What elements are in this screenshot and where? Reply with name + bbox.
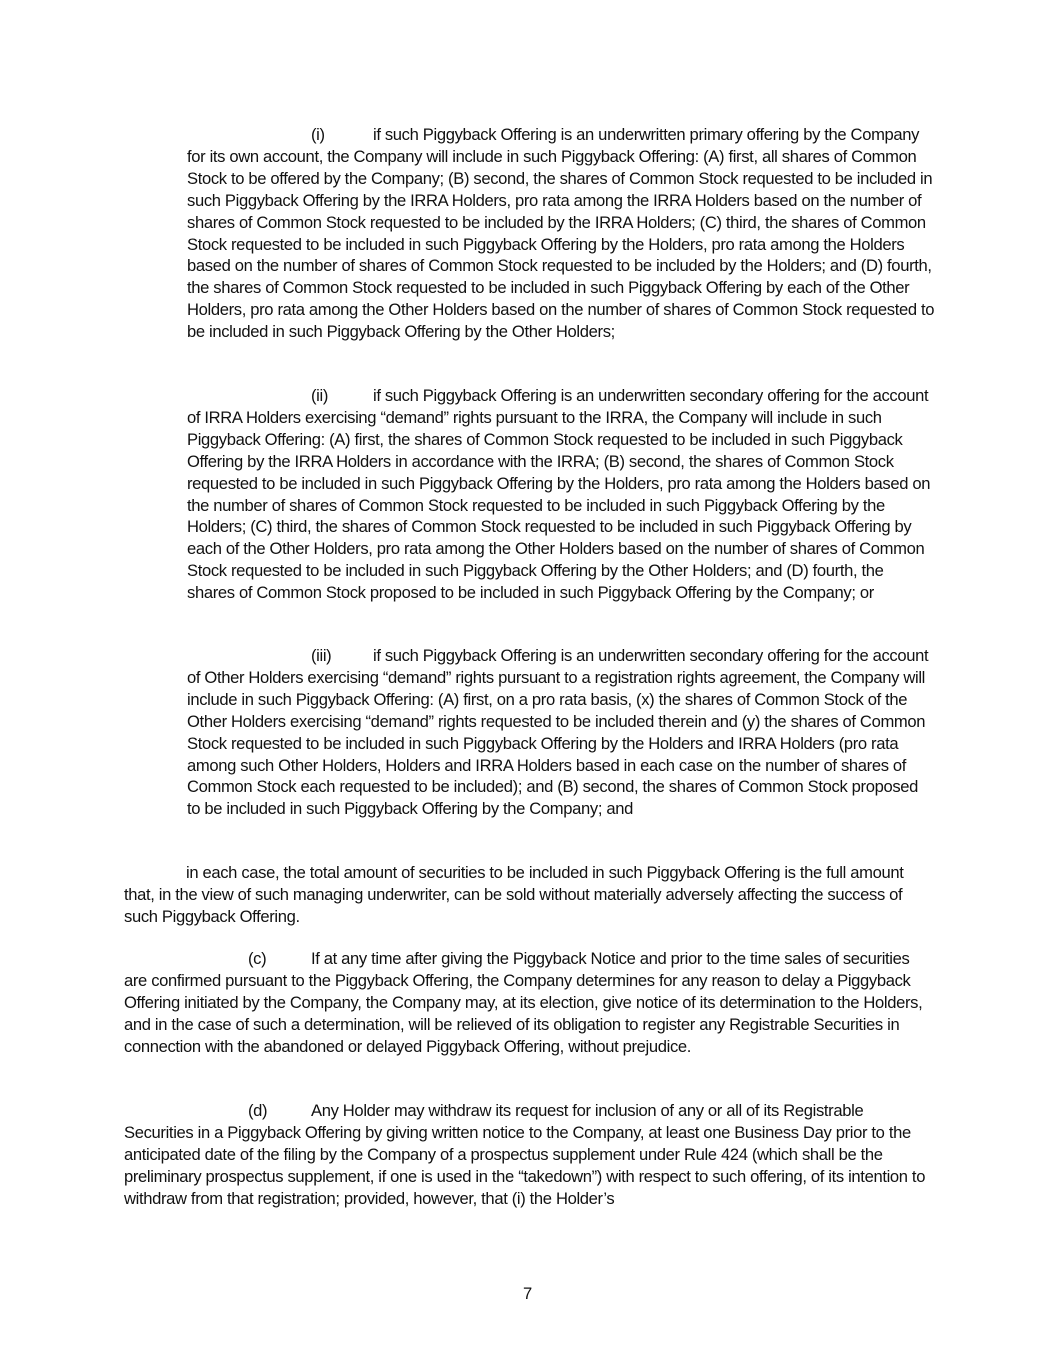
section-c-marker: (c) (248, 949, 267, 968)
section-c-text: If at any time after giving the Piggyback Notice and prior to the time sales of securities are confirmed pursuant to the Piggyback Offering, the Company determines for any reason to delay a Piggyback Offering initiated by the Company, the Company may, at its election, give notice of its determination to the Holders, and in the case of such a determination, will be relieved of its obligation to register any Registrable Securities in connection with the abandoned or delayed Piggyback Offering, without prejudice. (124, 949, 923, 1056)
page-number: 7 (523, 1284, 532, 1303)
clause-iii-marker: (iii) (311, 646, 332, 665)
clause-ii-paragraph (187, 385, 935, 604)
each-case-paragraph (124, 862, 935, 928)
clause-iii-text: if such Piggyback Offering is an underwritten secondary offering for the account of Other Holders exercising “demand” rights pursuant to a registration rights agreement, the Company will include in such Piggyback Offering: (A) first, on a pro rata basis, (x) the shares of Common Stock of the Other Holders exercising “demand” rights requested to be included therein and (y) the shares of Common Stock requested to be included in such Piggyback Offering by the Holders and IRRA Holders (pro rata among such Other Holders, Holders and IRRA Holders based in each case on the number of shares of Common Stock each requested to be included); and (B) second, the shares of Common Stock proposed to be included in such Piggyback Offering by the Company; and (187, 646, 929, 819)
section-c-paragraph (124, 948, 935, 1058)
clause-iii-paragraph (187, 645, 935, 820)
clause-i-paragraph (187, 124, 935, 343)
clause-ii-text: if such Piggyback Offering is an underwritten secondary offering for the account of IRRA Holders exercising “demand” rights pursuant to the IRRA, the Company will include in such Piggyback Offering: (A) first, the shares of Common Stock requested to be included in such Piggyback Offering by the IRRA Holders in accordance with the IRRA; (B) second, the shares of Common Stock requested to be included in such Piggyback Offering by the Holders, pro rata among the Holders based on the number of shares of Common Stock requested to be included in such Piggyback Offering by the Holders; (C) third, the shares of Common Stock requested to be included in such Piggyback Offering by each of the Other Holders, pro rata among the Other Holders based on the number of shares of Common Stock requested to be included in such Piggyback Offering by the Other Holders; and (D) fourth, the shares of Common Stock proposed to be included in such Piggyback Offering by the Company; or (187, 386, 931, 603)
clause-i-marker: (i) (311, 125, 325, 144)
clause-i-text: if such Piggyback Offering is an underwritten primary offering by the Company for its own account, the Company will include in such Piggyback Offering: (A) first, all shares of Common Stock to be offered by the Company; (B) second, the shares of Common Stock requested to be included in such Piggyback Offering by the IRRA Holders, pro rata among the IRRA Holders based on the number of shares of Common Stock requested to be included by the IRRA Holders; (C) third, the shares of Common Stock requested to be included in such Piggyback Offering by the Holders, pro rata among the Holders based on the number of shares of Common Stock requested to be included by the Holders; and (D) fourth, the shares of Common Stock requested to be included in such Piggyback Offering by each of the Other Holders, pro rata among the Other Holders based on the number of shares of Common Stock requested to be included in such Piggyback Offering by the Other Holders; (187, 125, 935, 342)
each-case-text: in each case, the total amount of securities to be included in such Piggyback Offering is the full amount that, in the view of such managing underwriter, can be sold without materially adversely affecting the success of such Piggyback Offering. (124, 863, 904, 926)
section-d-text: Any Holder may withdraw its request for inclusion of any or all of its Registrable Securities in a Piggyback Offering by giving written notice to the Company, at least one Business Day prior to the anticipated date of the filing by the Company of a prospectus supplement under Rule 424 (which shall be the preliminary prospectus supplement, if one is used in the “takedown”) with respect to such offering, of its intention to withdraw from that registration; provided, however, that (i) the Holder’s (124, 1101, 926, 1208)
section-d-paragraph (124, 1100, 935, 1210)
section-d-marker: (d) (248, 1101, 268, 1120)
clause-ii-marker: (ii) (311, 386, 329, 405)
